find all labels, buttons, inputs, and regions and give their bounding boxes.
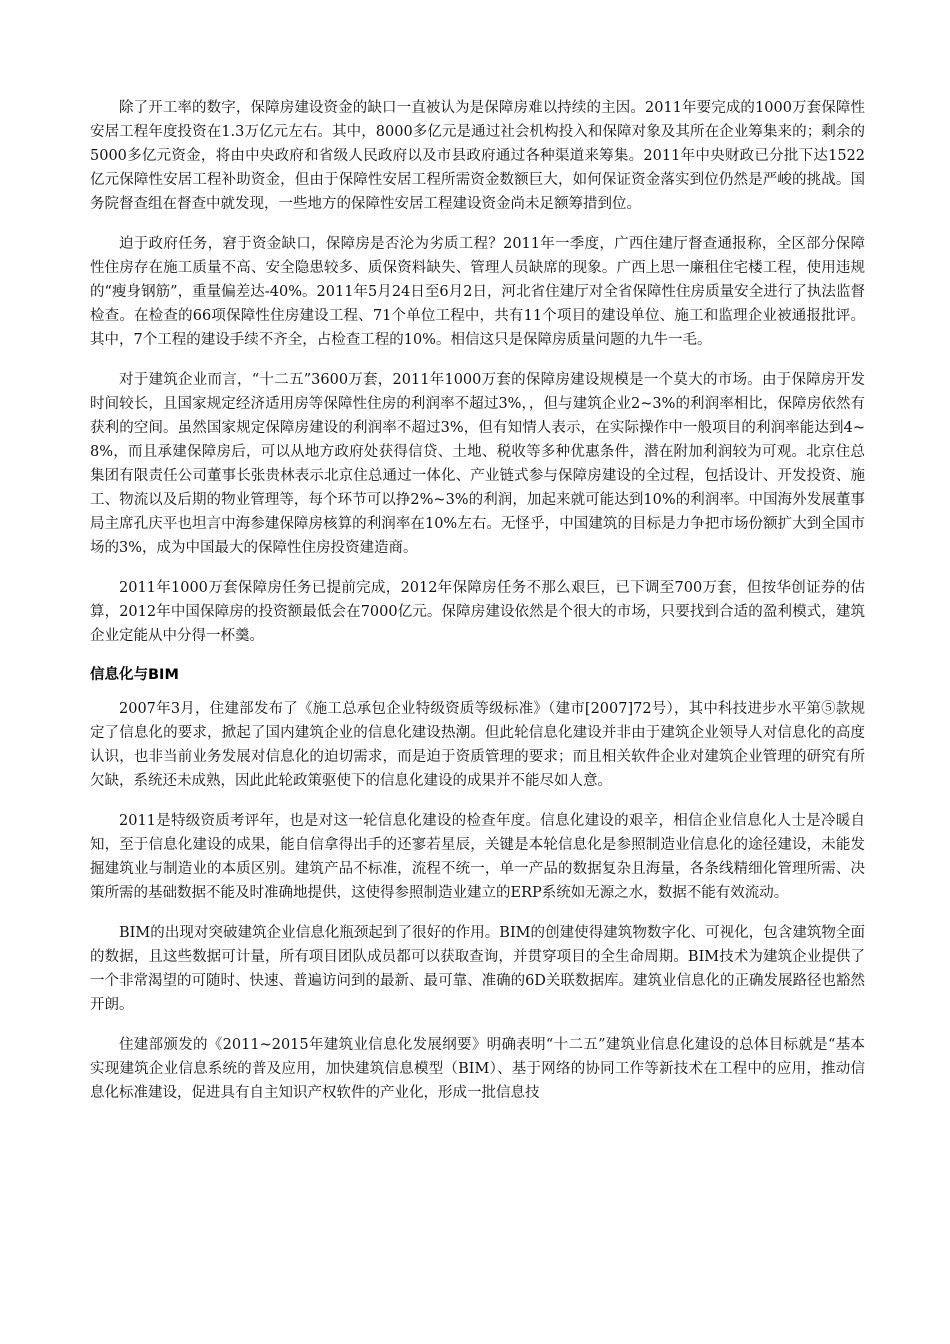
body-paragraph: 除了开工率的数字，保障房建设资金的缺口一直被认为是保障房难以持续的主因。2011年要完成的1000万套保障性安居工程年度投资在1.3万亿元左右。其中，8000多亿元是通过社会机构投入和保障对象及其所在企业筹集来的；剩余的5000多亿元资金，将由中央政府和省级人民政府以及市县政府通过各种渠道来筹集。2011年中央财政已分批下达1522亿元保障性安居工程补助资金，但由于保障性安居工程所需资金数额巨大，如何保证资金落实到位仍然是严峻的挑战。国务院督查组在督查中就发现，一些地方的保障性安居工程建设资金尚未足额筹措到位。 <box>90 100 865 212</box>
body-paragraph: 2007年3月，住建部发布了《施工总承包企业特级资质等级标准》（建市[2007]72号），其中科技进步水平第⑤款规定了信息化的要求，掀起了国内建筑企业的信息化建设热潮。但此轮信息化建设并非由于建筑企业领导人对信息化的高度认识，也非当前业务发展对信息化的迫切需求，而是迫于资质管理的要求；而且相关软件企业对建筑企业管理的研究有所欠缺，系统还未成熟，因此此轮政策驱使下的信息化建设的成果并不能尽如人意。 <box>90 701 865 789</box>
body-paragraph: 迫于政府任务，窘于资金缺口，保障房是否沦为劣质工程？2011年一季度，广西住建厅督查通报称，全区部分保障性住房存在施工质量不高、安全隐患较多、质保资料缺失、管理人员缺席的现象。广西上思一廉租住宅楼工程，使用违规的“瘦身钢筋”，重量偏差达-40%。2011年5月24日至6月2日，河北省住建厅对全省保障性住房质量安全进行了执法监督检查。在检查的66项保障性住房建设工程、71个单位工程中，共有11个项目的建设单位、施工和监理企业被通报批评。其中，7个工程的建设手续不齐全，占检查工程的10%。相信这只是保障房质量问题的九牛一毛。 <box>90 236 865 348</box>
body-paragraph: 2011是特级资质考评年，也是对这一轮信息化建设的检查年度。信息化建设的艰辛，相信企业信息化人士是冷暖自知，至于信息化建设的成果，能自信拿得出手的还寥若星辰，关键是本轮信息化是参照制造业信息化的途径建设，未能发掘建筑业与制造业的本质区别。建筑产品不标准，流程不统一，单一产品的数据复杂且海量，各条线精细化管理所需、决策所需的基础数据不能及时准确地提供，这使得参照制造业建立的ERP系统如无源之水，数据不能有效流动。 <box>90 813 865 901</box>
body-paragraph: 对于建筑企业而言，“十二五”3600万套，2011年1000万套的保障房建设规模是一个莫大的市场。由于保障房开发时间较长，且国家规定经济适用房等保障性住房的利润率不超过3%，，但与建筑企业2~3%的利润率相比，保障房依然有获利的空间。虽然国家规定保障房建设的利润率不超过3%，但有知情人表示，在实际操作中一般项目的利润率能达到4~8%，而且承建保障房后，可以从地方政府处获得信贷、土地、税收等多种优惠条件，潜在附加利润较为可观。北京住总集团有限责任公司董事长张贵林表示北京住总通过一体化、产业链式参与保障房建设的全过程，包括设计、开发投资、施工、物流以及后期的物业管理等，每个环节可以挣2%~3%的利润，加起来就可能达到10%的利润率。中国海外发展董事局主席孔庆平也坦言中海参建保障房核算的利润率在10%左右。无怪乎，中国建筑的目标是力争把市场份额扩大到全国市场的3%，成为中国最大的保障性住房投资建造商。 <box>90 372 865 556</box>
document-page <box>90 96 865 1121</box>
body-paragraph: 住建部颁发的《2011~2015年建筑业信息化发展纲要》明确表明“十二五”建筑业信息化建设的总体目标就是“基本实现建筑企业信息系统的普及应用，加快建筑信息模型（BIM）、基于网络的协同工作等新技术在工程中的应用，推动信息化标准建设，促进具有自主知识产权软件的产业化，形成一批信息技 <box>90 1037 865 1101</box>
body-paragraph: BIM的出现对突破建筑企业信息化瓶颈起到了很好的作用。BIM的创建使得建筑物数字化、可视化，包含建筑物全面的数据，且这些数据可计量，所有项目团队成员都可以获取查询，并贯穿项目的全生命周期。BIM技术为建筑企业提供了一个非常渴望的可随时、快速、普遍访问到的最新、最可靠、准确的6D关联数据库。建筑业信息化的正确发展路径也豁然开朗。 <box>90 925 865 1013</box>
body-paragraph: 2011年1000万套保障房任务已提前完成，2012年保障房任务不那么艰巨，已下调至700万套，但按华创证券的估算，2012年中国保障房的投资额最低会在7000亿元。保障房建设依然是个很大的市场，只要找到合适的盈利模式，建筑企业定能从中分得一杯羹。 <box>90 580 865 644</box>
section-heading: 信息化与BIM <box>90 667 179 683</box>
